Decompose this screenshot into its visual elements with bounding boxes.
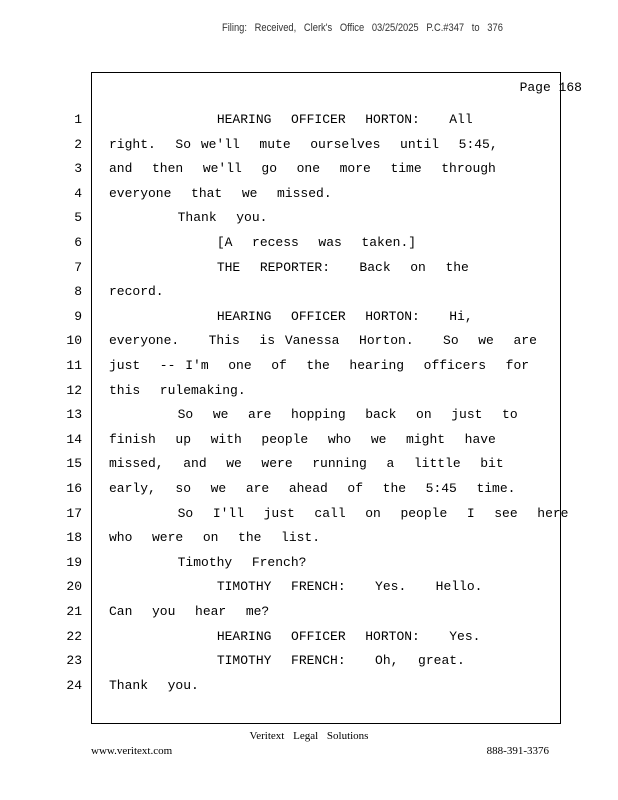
line-number: 16: [66, 481, 82, 496]
line-text: Thank you.: [109, 677, 199, 693]
transcript-line: [0, 506, 618, 526]
transcript-line: [0, 653, 618, 673]
line-number: 21: [66, 604, 82, 619]
line-number: 10: [66, 333, 82, 349]
line-text: everyone that we missed.: [109, 185, 332, 201]
footer-website: www.veritext.com: [91, 745, 173, 757]
transcript-line: [0, 432, 618, 452]
line-number: 7: [74, 259, 82, 275]
transcript-line: [0, 481, 618, 501]
transcript-line: [0, 629, 618, 649]
transcript-line: [0, 161, 618, 181]
line-number: 5: [74, 210, 82, 226]
transcript-line: [0, 333, 618, 353]
line-number: 4: [74, 185, 82, 201]
line-number: 18: [66, 530, 82, 546]
transcript-line: [0, 284, 618, 304]
line-text: and then we'll go one more time through: [109, 161, 496, 177]
line-number: 8: [74, 284, 82, 300]
transcript-line: [0, 407, 618, 427]
line-text: Timothy French?: [109, 554, 307, 570]
transcript-line: [0, 456, 618, 476]
line-number: 2: [74, 136, 82, 152]
line-number: 22: [66, 628, 82, 644]
line-number: 19: [66, 554, 82, 570]
line-text: So we are hopping back on just to: [109, 407, 518, 423]
line-number: 20: [66, 579, 82, 595]
line-text: So I'll just call on people I see here: [109, 505, 569, 521]
line-text: early, so we are ahead of the 5:45 time.: [109, 481, 516, 496]
line-number: 3: [74, 161, 82, 177]
line-number: 9: [74, 308, 82, 324]
line-text: HEARING OFFICER HORTON: Hi,: [109, 308, 473, 324]
line-text: right. So we'll mute ourselves until 5:45,: [109, 136, 498, 152]
footer-company: Veritext Legal Solutions: [249, 730, 369, 742]
line-number: 23: [66, 653, 82, 669]
line-number: 12: [66, 382, 82, 398]
line-number: 14: [66, 431, 82, 447]
transcript-line: [0, 112, 618, 132]
line-text: finish up with people who we might have: [109, 431, 496, 447]
transcript-line: [0, 210, 618, 230]
transcript-line: [0, 383, 618, 403]
line-text: HEARING OFFICER HORTON: Yes.: [109, 628, 481, 644]
line-number: 24: [66, 677, 82, 693]
transcript-line: [0, 186, 618, 206]
transcript-line: [0, 260, 618, 280]
transcript-line: [0, 137, 618, 157]
transcript-line: [0, 235, 618, 255]
line-number: 17: [66, 505, 82, 521]
line-text: missed, and we were running a little bit: [109, 456, 504, 472]
line-number: 1: [74, 112, 82, 127]
line-text: HEARING OFFICER HORTON: All: [109, 112, 473, 127]
line-text: THE REPORTER: Back on the: [109, 259, 469, 275]
line-number: 15: [66, 456, 82, 472]
footer-phone: 888-391-3376: [486, 745, 549, 757]
line-text: this rulemaking.: [109, 382, 246, 398]
line-text: just -- I'm one of the hearing officers for: [109, 358, 530, 373]
filing-stamp: Filing: Received, Clerk's Office 03/25/2025 P.C.#347 to 376: [222, 22, 503, 34]
transcript-line: [0, 309, 618, 329]
line-number: 6: [74, 235, 82, 250]
line-text: everyone. This is Vanessa Horton. So we are: [109, 333, 537, 349]
line-text: Can you hear me?: [109, 604, 270, 619]
line-text: TIMOTHY FRENCH: Yes. Hello.: [109, 579, 483, 595]
line-number: 11: [66, 358, 82, 373]
transcript-line: [0, 555, 618, 575]
line-text: who were on the list.: [109, 530, 321, 546]
line-text: record.: [109, 284, 164, 300]
transcript-line: [0, 678, 618, 698]
transcript-line: [0, 604, 618, 624]
line-text: TIMOTHY FRENCH: Oh, great.: [109, 653, 465, 669]
line-text: [A recess was taken.]: [109, 235, 417, 250]
line-text: Thank you.: [109, 210, 268, 226]
line-number: 13: [66, 407, 82, 423]
transcript-line: [0, 530, 618, 550]
transcript-line: [0, 358, 618, 378]
page-number: Page 168: [519, 80, 582, 95]
transcript-line: [0, 579, 618, 599]
